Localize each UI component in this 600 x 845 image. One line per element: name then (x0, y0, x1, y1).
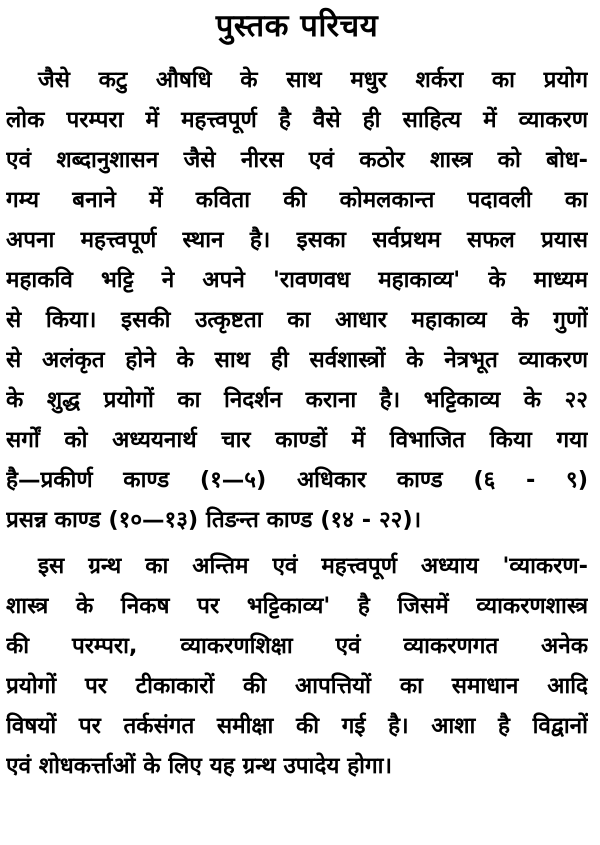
paragraph-line: शास्त्र के निकष पर भट्टिकाव्य' है जिसमें व्याकरणशास्त्र (6, 593, 588, 619)
paragraph-line: सर्गों को अध्ययनार्थ चार काण्डों में विभाजित किया गया (6, 427, 588, 453)
paragraph-line: है—प्रकीर्ण काण्ड (१—५) अधिकार काण्ड (६ - ९) (6, 467, 588, 493)
paragraph-line: इस ग्रन्थ का अन्तिम एवं महत्त्वपूर्ण अध्याय 'व्याकरण- (38, 553, 588, 579)
paragraph-line: की परम्परा, व्याकरणशिक्षा एवं व्याकरणगत अनेक (6, 633, 588, 659)
paragraph-line: के शुद्ध प्रयोगों का निदर्शन कराना है। भट्टिकाव्य के २२ (6, 387, 588, 413)
paragraph-line: से किया। इसकी उत्कृष्टता का आधार महाकाव्य के गुणों (6, 307, 588, 333)
paragraph-line: प्रसन्न काण्ड (१०—१३) तिङन्त काण्ड (१४ - २२)। (6, 507, 422, 533)
paragraph-line: महाकवि भट्टि ने अपने 'रावणवध महाकाव्य' के माध्यम (6, 267, 588, 293)
paragraph-line: लोक परम्परा में महत्त्वपूर्ण है वैसे ही साहित्य में व्याकरण (6, 107, 588, 133)
paragraph-line: प्रयोगों पर टीकाकारों की आपत्तियों का समाधान आदि (6, 673, 588, 699)
paragraph-line: विषयों पर तर्कसंगत समीक्षा की गई है। आशा है विद्वानों (6, 713, 588, 739)
paragraph-line: जैसे कटु औषधि के साथ मधुर शर्करा का प्रयोग (38, 67, 588, 93)
paragraph-line: एवं शब्दानुशासन जैसे नीरस एवं कठोर शास्त्र को बोध- (6, 147, 588, 173)
paragraph-1 (6, 60, 588, 540)
page-title: पुस्तक परिचय (215, 8, 379, 44)
paragraph-line: एवं शोधकर्त्ताओं के लिए यह ग्रन्थ उपादेय होगा। (6, 753, 393, 779)
paragraph-2 (6, 546, 588, 786)
paragraph-line: से अलंकृत होने के साथ ही सर्वशास्त्रों के नेत्रभूत व्याकरण (6, 347, 588, 373)
paragraph-line: गम्य बनाने में कविता की कोमलकान्त पदावली का (6, 187, 588, 213)
paragraph-line: अपना महत्त्वपूर्ण स्थान है। इसका सर्वप्रथम सफल प्रयास (6, 227, 588, 253)
